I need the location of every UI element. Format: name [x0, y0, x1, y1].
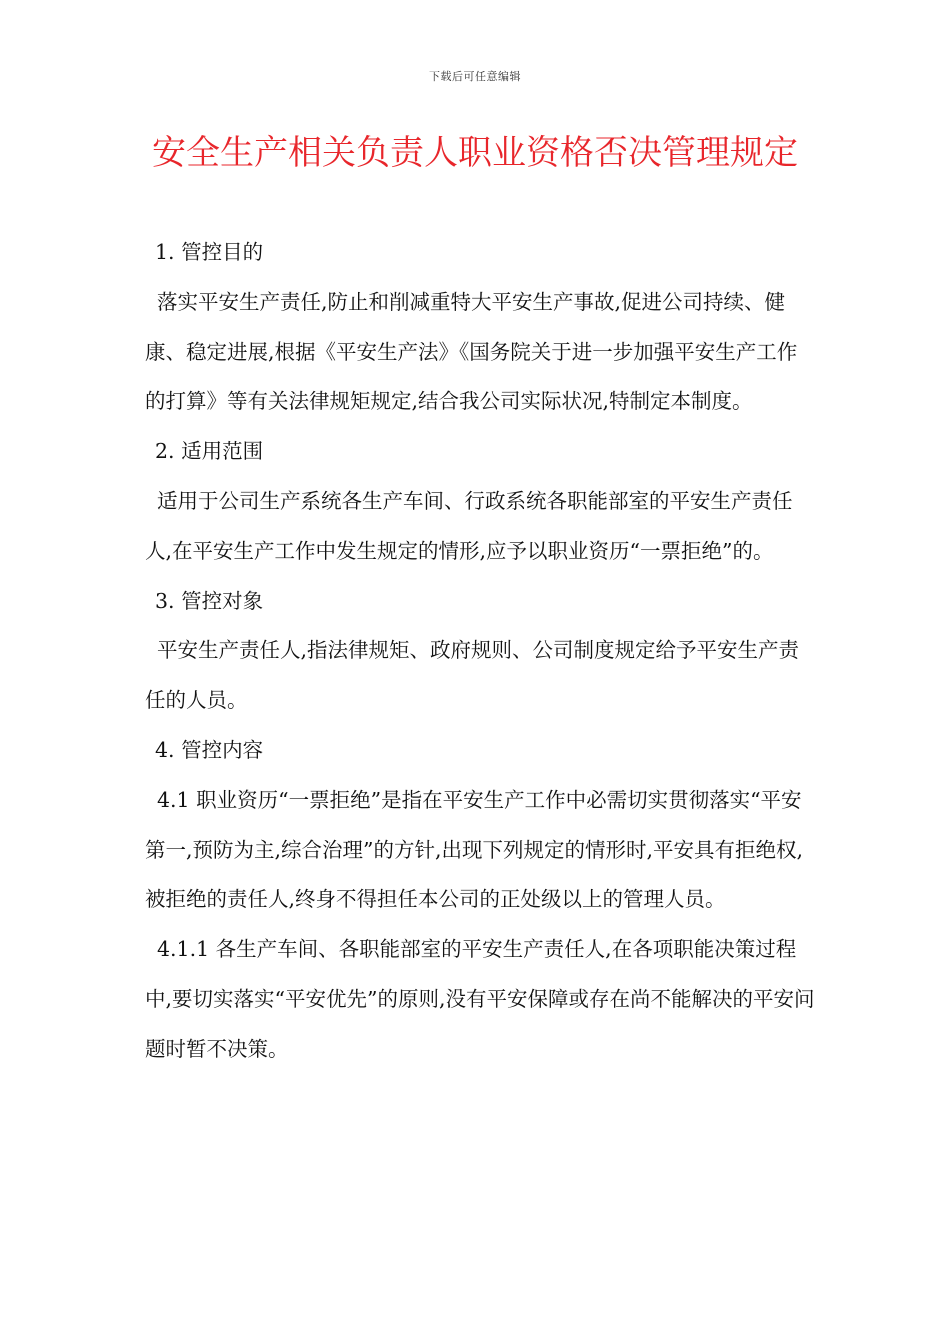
header-note: 下载后可任意编辑	[429, 70, 521, 83]
section-heading-scope: 2. 适用范围	[155, 439, 264, 464]
document-title: 安全生产相关负责人职业资格否决管理规定	[152, 133, 798, 173]
section-heading-purpose: 1. 管控目的	[155, 240, 264, 264]
paragraph-content-4-1-1: 4.1.1 各生产车间、各职能部室的平安生产责任人,在各项职能决策过程中,要切实落实“平安优先”的原则,没有平安保障或存在尚不能解决的平安问题时暂不决策。	[145, 937, 815, 1061]
paragraph-purpose: 落实平安生产责任,防止和削减重特大平安生产事故,促进公司持续、健康、稳定进展,根据《平安生产法》《国务院关于进一步加强平安生产工作的打算》等有关法律规矩规定,结合我公司实际状况,特制定本制度。	[145, 289, 798, 414]
section-heading-content: 4. 管控内容	[155, 737, 264, 762]
document-body	[145, 228, 815, 1075]
paragraph-scope: 适用于公司生产系统各生产车间、行政系统各职能部室的平安生产责任人,在平安生产工作中发生规定的情形,应予以职业资历“一票拒绝”的。	[145, 488, 793, 563]
paragraph-content-4-1: 4.1 职业资历“一票拒绝”是指在平安生产工作中必需切实贯彻落实“平安第一,预防为主,综合治理”的方针,出现下列规定的情形时,平安具有拒绝权,被拒绝的责任人,终身不得担任本公司的正处级以上的管理人员。	[145, 787, 804, 912]
paragraph-target: 平安生产责任人,指法律规矩、政府规则、公司制度规定给予平安生产责任的人员。	[145, 638, 800, 713]
section-heading-target: 3. 管控对象	[155, 588, 264, 613]
